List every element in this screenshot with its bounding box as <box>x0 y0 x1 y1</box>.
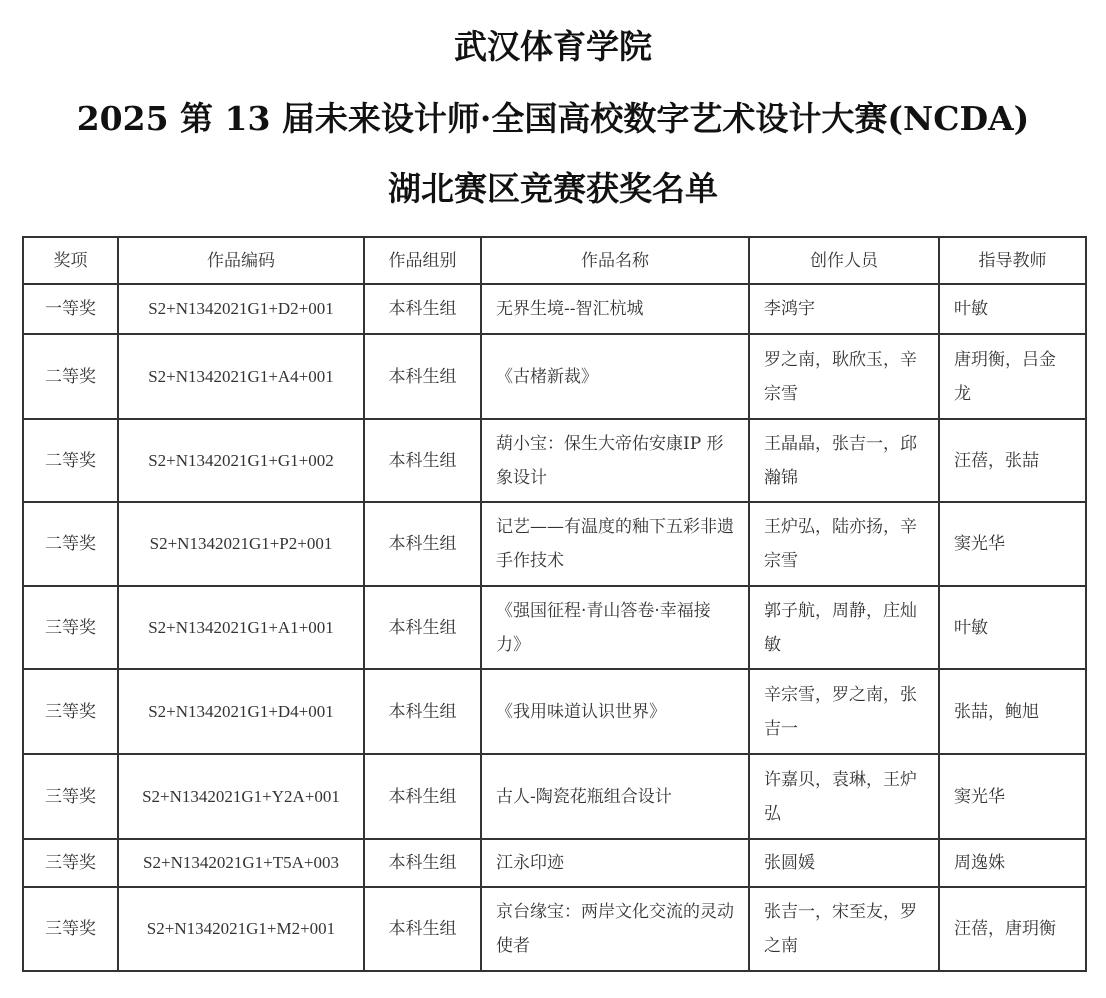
group-cell: 本科生组 <box>364 586 481 669</box>
competition-title: 2025 第 13 届未来设计师·全国高校数字艺术设计大赛(NCDA) <box>76 99 1030 138</box>
column-header-advisors: 指导教师 <box>939 237 1086 284</box>
creators-cell: 张圆媛 <box>749 839 939 887</box>
work-name-cell: 记艺——有温度的釉下五彩非遗手作技术 <box>481 502 749 586</box>
group-cell: 本科生组 <box>364 502 481 586</box>
award-cell: 三等奖 <box>23 586 118 669</box>
table-row <box>23 669 1086 754</box>
table-row <box>23 586 1086 669</box>
column-header-group: 作品组别 <box>364 237 481 284</box>
table-row <box>23 839 1086 887</box>
work-name-cell: 《古楮新裁》 <box>481 334 749 419</box>
work-name-cell: 无界生境--智汇杭城 <box>481 284 749 334</box>
column-header-work-name: 作品名称 <box>481 237 749 284</box>
work-name-cell: 古人-陶瓷花瓶组合设计 <box>481 754 749 839</box>
table-row <box>23 754 1086 839</box>
creators-cell: 张吉一，宋至友，罗之南 <box>749 887 939 971</box>
code-cell: S2+N1342021G1+A4+001 <box>118 334 364 419</box>
award-cell: 二等奖 <box>23 502 118 586</box>
award-cell: 三等奖 <box>23 754 118 839</box>
table-row <box>23 334 1086 419</box>
code-cell: S2+N1342021G1+A1+001 <box>118 586 364 669</box>
code-cell: S2+N1342021G1+G1+002 <box>118 419 364 502</box>
code-cell: S2+N1342021G1+D2+001 <box>118 284 364 334</box>
creators-cell: 罗之南，耿欣玉，辛宗雪 <box>749 334 939 419</box>
column-header-creators: 创作人员 <box>749 237 939 284</box>
column-header-code: 作品编码 <box>118 237 364 284</box>
advisors-cell: 窦光华 <box>939 502 1086 586</box>
code-cell: S2+N1342021G1+T5A+003 <box>118 839 364 887</box>
creators-cell: 王炉弘，陆亦扬，辛宗雪 <box>749 502 939 586</box>
work-name-cell: 《强国征程·青山答卷·幸福接力》 <box>481 586 749 669</box>
column-header-award: 奖项 <box>23 237 118 284</box>
group-cell: 本科生组 <box>364 669 481 754</box>
code-cell: S2+N1342021G1+P2+001 <box>118 502 364 586</box>
group-cell: 本科生组 <box>364 754 481 839</box>
list-title: 湖北赛区竞赛获奖名单 <box>388 169 718 208</box>
advisors-cell: 汪蓓，唐玥衡 <box>939 887 1086 971</box>
work-name-cell: 《我用味道认识世界》 <box>481 669 749 754</box>
creators-cell: 辛宗雪，罗之南，张吉一 <box>749 669 939 754</box>
award-cell: 三等奖 <box>23 839 118 887</box>
awards-table <box>22 236 1087 972</box>
creators-cell: 许嘉贝，袁琳，王炉弘 <box>749 754 939 839</box>
advisors-cell: 叶敏 <box>939 284 1086 334</box>
award-cell: 二等奖 <box>23 334 118 419</box>
award-cell: 二等奖 <box>23 419 118 502</box>
table-row <box>23 284 1086 334</box>
award-cell: 三等奖 <box>23 669 118 754</box>
school-title: 武汉体育学院 <box>454 27 652 66</box>
advisors-cell: 张喆，鲍旭 <box>939 669 1086 754</box>
group-cell: 本科生组 <box>364 839 481 887</box>
code-cell: S2+N1342021G1+D4+001 <box>118 669 364 754</box>
advisors-cell: 周逸姝 <box>939 839 1086 887</box>
table-row <box>23 887 1086 971</box>
advisors-cell: 唐玥衡，吕金龙 <box>939 334 1086 419</box>
advisors-cell: 叶敏 <box>939 586 1086 669</box>
work-name-cell: 葫小宝：保生大帝佑安康IP 形象设计 <box>481 419 749 502</box>
advisors-cell: 汪蓓，张喆 <box>939 419 1086 502</box>
table-row <box>23 502 1086 586</box>
advisors-cell: 窦光华 <box>939 754 1086 839</box>
group-cell: 本科生组 <box>364 887 481 971</box>
work-name-cell: 江永印迹 <box>481 839 749 887</box>
award-cell: 三等奖 <box>23 887 118 971</box>
table-header-row <box>23 237 1086 284</box>
code-cell: S2+N1342021G1+M2+001 <box>118 887 364 971</box>
creators-cell: 郭子航，周静，庄灿敏 <box>749 586 939 669</box>
table-row <box>23 419 1086 502</box>
creators-cell: 李鸿宇 <box>749 284 939 334</box>
award-cell: 一等奖 <box>23 284 118 334</box>
creators-cell: 王晶晶，张吉一，邱瀚锦 <box>749 419 939 502</box>
group-cell: 本科生组 <box>364 284 481 334</box>
group-cell: 本科生组 <box>364 419 481 502</box>
work-name-cell: 京台缘宝：两岸文化交流的灵动使者 <box>481 887 749 971</box>
code-cell: S2+N1342021G1+Y2A+001 <box>118 754 364 839</box>
group-cell: 本科生组 <box>364 334 481 419</box>
